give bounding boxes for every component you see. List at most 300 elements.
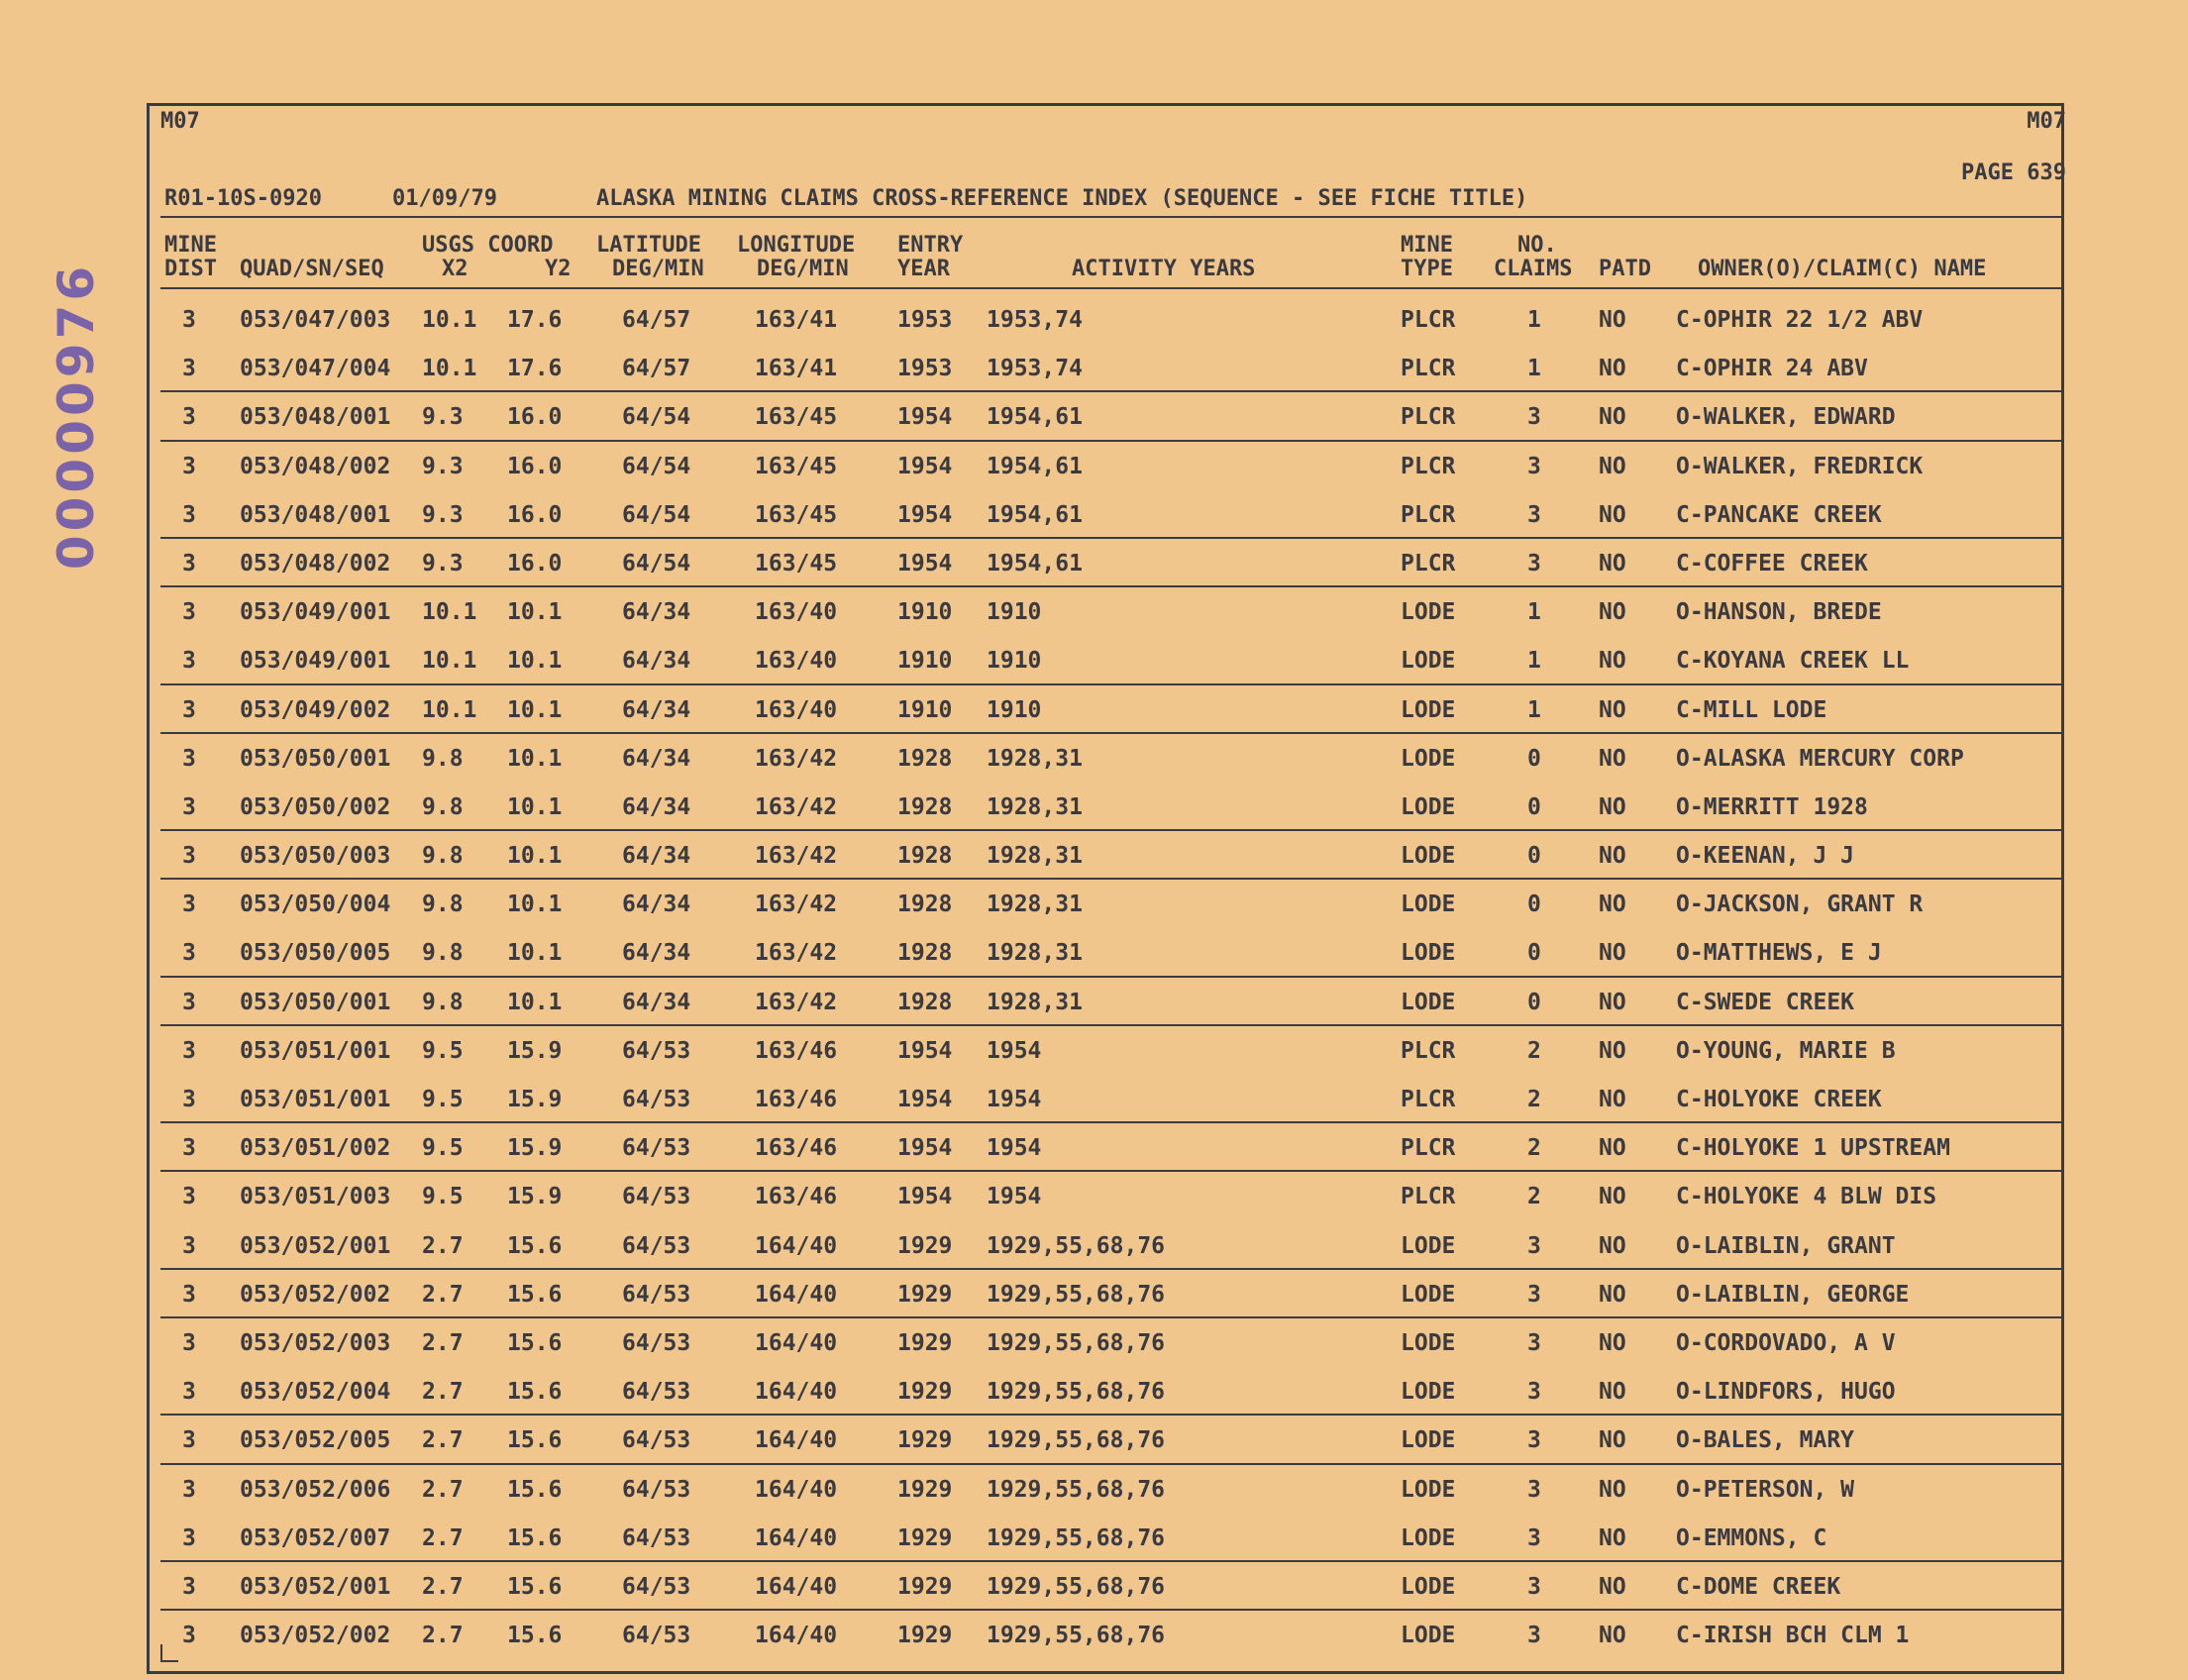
cell-no: 3 xyxy=(1527,1524,1541,1551)
cell-y2: 16.0 xyxy=(507,453,563,479)
cell-lon: 164/40 xyxy=(755,1281,838,1308)
cell-lon: 163/40 xyxy=(755,696,838,723)
cell-lat: 64/54 xyxy=(622,453,691,479)
col-name: OWNER(O)/CLAIM(C) NAME xyxy=(1698,257,1987,281)
col-y2: Y2 xyxy=(545,257,572,281)
cell-dist: 3 xyxy=(182,793,196,820)
cell-year: 1929 xyxy=(897,1379,953,1406)
cell-year: 1929 xyxy=(897,1329,953,1356)
cell-x2: 9.8 xyxy=(422,843,464,870)
cell-type: LODE xyxy=(1401,1573,1456,1600)
column-headers xyxy=(160,234,2064,289)
cell-patd: NO xyxy=(1599,1087,1626,1112)
microfiche-stamp: 00000976 xyxy=(48,262,106,571)
cell-lat: 64/53 xyxy=(622,1037,691,1064)
cell-dist: 3 xyxy=(182,1427,196,1454)
cell-y2: 10.1 xyxy=(507,843,563,870)
cell-dist: 3 xyxy=(182,1329,196,1356)
cell-x2: 2.7 xyxy=(422,1524,464,1551)
cell-lon: 163/41 xyxy=(755,307,838,333)
cell-no: 0 xyxy=(1527,793,1541,820)
cell-type: LODE xyxy=(1401,1623,1456,1649)
cell-year: 1928 xyxy=(897,745,953,772)
cell-name: C-OPHIR 22 1/2 ABV xyxy=(1676,307,1924,333)
cell-lon: 164/40 xyxy=(755,1623,838,1649)
cell-y2: 16.0 xyxy=(507,404,563,431)
table-row xyxy=(160,1172,2064,1220)
col-year: ENTRY YEAR xyxy=(897,233,964,281)
cell-year: 1954 xyxy=(897,550,953,577)
cell-act: 1929,55,68,76 xyxy=(987,1232,1166,1259)
cell-lat: 64/34 xyxy=(622,696,691,723)
cell-type: PLCR xyxy=(1401,1087,1456,1112)
cell-lat: 64/53 xyxy=(622,1524,691,1551)
cell-lat: 64/54 xyxy=(622,501,691,528)
cell-quad: 053/048/002 xyxy=(240,453,391,479)
cell-type: LODE xyxy=(1401,1476,1456,1503)
cell-type: PLCR xyxy=(1401,453,1456,479)
cell-y2: 15.6 xyxy=(507,1573,563,1600)
cell-name: O-LINDFORS, HUGO xyxy=(1676,1379,1896,1406)
cell-act: 1954 xyxy=(987,1135,1042,1162)
cell-patd: NO xyxy=(1599,404,1626,431)
cell-no: 0 xyxy=(1527,892,1541,918)
cell-y2: 10.1 xyxy=(507,892,563,918)
cell-year: 1929 xyxy=(897,1427,953,1454)
cell-year: 1929 xyxy=(897,1623,953,1649)
cell-y2: 15.6 xyxy=(507,1232,563,1259)
cell-quad: 053/051/001 xyxy=(240,1087,391,1112)
cell-year: 1953 xyxy=(897,356,953,382)
col-x2: USGS COORD X2 xyxy=(422,233,554,281)
page-number: PAGE 639 xyxy=(1961,160,2066,185)
cell-x2: 9.5 xyxy=(422,1087,464,1112)
cell-patd: NO xyxy=(1599,307,1626,333)
corner-label-left: M07 xyxy=(160,109,200,134)
table-row xyxy=(160,831,2064,880)
cell-x2: 9.3 xyxy=(422,404,464,431)
cell-no: 0 xyxy=(1527,940,1541,967)
cell-name: O-JACKSON, GRANT R xyxy=(1676,892,1924,918)
cell-lon: 163/42 xyxy=(755,793,838,820)
col-lat: LATITUDE DEG/MIN xyxy=(596,233,704,281)
cell-y2: 10.1 xyxy=(507,745,563,772)
cell-name: C-IRISH BCH CLM 1 xyxy=(1676,1623,1910,1649)
cell-no: 3 xyxy=(1527,404,1541,431)
cell-quad: 053/052/002 xyxy=(240,1281,391,1308)
cell-act: 1954,61 xyxy=(987,453,1083,479)
cell-type: LODE xyxy=(1401,940,1456,967)
cell-name: C-COFFEE CREEK xyxy=(1676,550,1868,577)
cell-x2: 9.3 xyxy=(422,550,464,577)
cell-name: C-MILL LODE xyxy=(1676,696,1827,723)
table-row xyxy=(160,636,2064,684)
cell-name: O-YOUNG, MARIE B xyxy=(1676,1037,1896,1064)
cell-year: 1954 xyxy=(897,1184,953,1210)
cell-act: 1910 xyxy=(987,648,1042,675)
cell-dist: 3 xyxy=(182,1379,196,1406)
cell-act: 1928,31 xyxy=(987,843,1083,870)
table-row xyxy=(160,1270,2064,1318)
cell-act: 1954 xyxy=(987,1037,1042,1064)
cell-x2: 2.7 xyxy=(422,1232,464,1259)
cell-no: 0 xyxy=(1527,745,1541,772)
cell-quad: 053/052/003 xyxy=(240,1329,391,1356)
cell-y2: 15.6 xyxy=(507,1476,563,1503)
cell-type: PLCR xyxy=(1401,307,1456,333)
table-row xyxy=(160,1318,2064,1367)
cell-lat: 64/53 xyxy=(622,1476,691,1503)
cell-lat: 64/53 xyxy=(622,1329,691,1356)
cell-patd: NO xyxy=(1599,1232,1626,1259)
cell-dist: 3 xyxy=(182,501,196,528)
cell-name: O-LAIBLIN, GEORGE xyxy=(1676,1281,1910,1308)
cell-x2: 10.1 xyxy=(422,356,477,382)
table-row xyxy=(160,1075,2064,1123)
cell-no: 3 xyxy=(1527,1427,1541,1454)
cell-name: C-KOYANA CREEK LL xyxy=(1676,648,1910,675)
cell-lat: 64/53 xyxy=(622,1184,691,1210)
cell-lat: 64/53 xyxy=(622,1232,691,1259)
col-patd: PATD xyxy=(1599,257,1651,281)
cell-patd: NO xyxy=(1599,356,1626,382)
cell-patd: NO xyxy=(1599,843,1626,870)
cell-act: 1929,55,68,76 xyxy=(987,1281,1166,1308)
cell-patd: NO xyxy=(1599,1427,1626,1454)
cell-dist: 3 xyxy=(182,648,196,675)
cell-dist: 3 xyxy=(182,843,196,870)
cell-lat: 64/34 xyxy=(622,940,691,967)
cell-no: 2 xyxy=(1527,1184,1541,1210)
cell-patd: NO xyxy=(1599,1476,1626,1503)
cell-dist: 3 xyxy=(182,1524,196,1551)
cell-no: 3 xyxy=(1527,1379,1541,1406)
cell-lon: 163/42 xyxy=(755,940,838,967)
cell-lon: 163/45 xyxy=(755,404,838,431)
cell-lon: 163/42 xyxy=(755,745,838,772)
cell-type: LODE xyxy=(1401,745,1456,772)
cell-quad: 053/048/002 xyxy=(240,550,391,577)
cell-year: 1929 xyxy=(897,1232,953,1259)
cell-lon: 163/46 xyxy=(755,1037,838,1064)
cell-patd: NO xyxy=(1599,1135,1626,1162)
cell-lat: 64/53 xyxy=(622,1573,691,1600)
cell-patd: NO xyxy=(1599,1281,1626,1308)
cell-year: 1928 xyxy=(897,843,953,870)
cell-name: O-MERRITT 1928 xyxy=(1676,793,1868,820)
cell-type: LODE xyxy=(1401,1329,1456,1356)
cell-x2: 2.7 xyxy=(422,1427,464,1454)
cell-lat: 64/34 xyxy=(622,793,691,820)
cell-dist: 3 xyxy=(182,1184,196,1210)
cell-dist: 3 xyxy=(182,1232,196,1259)
cell-x2: 9.8 xyxy=(422,793,464,820)
cell-name: C-OPHIR 24 ABV xyxy=(1676,356,1868,382)
cell-patd: NO xyxy=(1599,1037,1626,1064)
table-row xyxy=(160,442,2064,490)
cell-year: 1929 xyxy=(897,1281,953,1308)
cell-lat: 64/34 xyxy=(622,599,691,626)
cell-patd: NO xyxy=(1599,1379,1626,1406)
cell-year: 1928 xyxy=(897,892,953,918)
cell-patd: NO xyxy=(1599,989,1626,1015)
cell-dist: 3 xyxy=(182,892,196,918)
cell-lon: 163/46 xyxy=(755,1184,838,1210)
table-row xyxy=(160,1562,2064,1611)
cell-lon: 163/45 xyxy=(755,501,838,528)
cell-no: 1 xyxy=(1527,307,1541,333)
report-header xyxy=(160,186,2064,218)
cell-lon: 163/40 xyxy=(755,648,838,675)
table-row xyxy=(160,1514,2064,1562)
col-dist: MINE DIST xyxy=(164,233,217,281)
cell-no: 3 xyxy=(1527,1573,1541,1600)
cell-quad: 053/052/001 xyxy=(240,1573,391,1600)
table-row xyxy=(160,392,2064,441)
cell-dist: 3 xyxy=(182,1037,196,1064)
cell-no: 3 xyxy=(1527,1232,1541,1259)
cell-type: PLCR xyxy=(1401,550,1456,577)
cell-no: 3 xyxy=(1527,453,1541,479)
cell-quad: 053/050/001 xyxy=(240,989,391,1015)
cell-name: O-WALKER, FREDRICK xyxy=(1676,453,1924,479)
cell-x2: 9.5 xyxy=(422,1037,464,1064)
table-row xyxy=(160,734,2064,783)
cell-dist: 3 xyxy=(182,599,196,626)
table-row xyxy=(160,978,2064,1026)
cell-x2: 9.8 xyxy=(422,989,464,1015)
cell-lon: 164/40 xyxy=(755,1379,838,1406)
table-row xyxy=(160,685,2064,734)
cell-name: C-HOLYOKE CREEK xyxy=(1676,1087,1882,1112)
cell-y2: 15.6 xyxy=(507,1623,563,1649)
cell-type: PLCR xyxy=(1401,1184,1456,1210)
cell-lon: 163/42 xyxy=(755,892,838,918)
cell-lon: 163/46 xyxy=(755,1135,838,1162)
cell-name: O-KEENAN, J J xyxy=(1676,843,1855,870)
cell-type: LODE xyxy=(1401,696,1456,723)
cell-patd: NO xyxy=(1599,599,1626,626)
cell-act: 1929,55,68,76 xyxy=(987,1379,1166,1406)
col-activity: ACTIVITY YEARS xyxy=(1072,257,1256,281)
cell-year: 1928 xyxy=(897,989,953,1015)
table-row xyxy=(160,587,2064,636)
table-row xyxy=(160,1026,2064,1075)
cell-act: 1929,55,68,76 xyxy=(987,1427,1166,1454)
cell-no: 2 xyxy=(1527,1087,1541,1112)
cell-no: 1 xyxy=(1527,356,1541,382)
cell-patd: NO xyxy=(1599,501,1626,528)
cell-y2: 10.1 xyxy=(507,599,563,626)
cell-quad: 053/051/003 xyxy=(240,1184,391,1210)
cell-patd: NO xyxy=(1599,745,1626,772)
cell-name: C-HOLYOKE 4 BLW DIS xyxy=(1676,1184,1937,1210)
cell-no: 3 xyxy=(1527,550,1541,577)
cell-act: 1929,55,68,76 xyxy=(987,1623,1166,1649)
cell-y2: 15.6 xyxy=(507,1281,563,1308)
cell-lon: 163/40 xyxy=(755,599,838,626)
table-row xyxy=(160,783,2064,831)
cell-patd: NO xyxy=(1599,940,1626,967)
cell-x2: 2.7 xyxy=(422,1281,464,1308)
table-row xyxy=(160,1465,2064,1514)
cell-name: C-DOME CREEK xyxy=(1676,1573,1841,1600)
cell-quad: 053/050/005 xyxy=(240,940,391,967)
cell-dist: 3 xyxy=(182,550,196,577)
cell-quad: 053/052/002 xyxy=(240,1623,391,1649)
cell-patd: NO xyxy=(1599,1623,1626,1649)
cell-patd: NO xyxy=(1599,1184,1626,1210)
cell-quad: 053/050/001 xyxy=(240,745,391,772)
cell-quad: 053/050/002 xyxy=(240,793,391,820)
cell-lat: 64/53 xyxy=(622,1135,691,1162)
cell-lon: 164/40 xyxy=(755,1476,838,1503)
cell-lon: 163/42 xyxy=(755,843,838,870)
cell-dist: 3 xyxy=(182,1476,196,1503)
cell-name: O-ALASKA MERCURY CORP xyxy=(1676,745,1964,772)
cell-lat: 64/53 xyxy=(622,1623,691,1649)
cell-year: 1954 xyxy=(897,1135,953,1162)
cell-quad: 053/051/001 xyxy=(240,1037,391,1064)
cell-act: 1954,61 xyxy=(987,501,1083,528)
cell-quad: 053/048/001 xyxy=(240,404,391,431)
cell-y2: 15.9 xyxy=(507,1037,563,1064)
cell-y2: 16.0 xyxy=(507,501,563,528)
table-row xyxy=(160,1611,2064,1659)
report-title: ALASKA MINING CLAIMS CROSS-REFERENCE INDEX (SEQUENCE - SEE FICHE TITLE) xyxy=(596,186,1528,211)
cell-lon: 164/40 xyxy=(755,1524,838,1551)
cell-year: 1910 xyxy=(897,648,953,675)
cell-lat: 64/53 xyxy=(622,1427,691,1454)
cell-name: C-PANCAKE CREEK xyxy=(1676,501,1882,528)
cell-type: PLCR xyxy=(1401,1135,1456,1162)
cell-name: C-SWEDE CREEK xyxy=(1676,989,1855,1015)
cell-type: LODE xyxy=(1401,1379,1456,1406)
cell-type: PLCR xyxy=(1401,501,1456,528)
cell-act: 1910 xyxy=(987,696,1042,723)
cell-y2: 15.9 xyxy=(507,1184,563,1210)
cell-dist: 3 xyxy=(182,989,196,1015)
cell-dist: 3 xyxy=(182,745,196,772)
cell-quad: 053/047/003 xyxy=(240,307,391,333)
cell-lon: 163/41 xyxy=(755,356,838,382)
cell-name: O-EMMONS, C xyxy=(1676,1524,1827,1551)
cell-x2: 9.8 xyxy=(422,745,464,772)
col-lon: LONGITUDE DEG/MIN xyxy=(737,233,856,281)
cell-y2: 16.0 xyxy=(507,550,563,577)
cell-dist: 3 xyxy=(182,404,196,431)
cell-no: 0 xyxy=(1527,843,1541,870)
cell-no: 3 xyxy=(1527,1281,1541,1308)
cell-act: 1954 xyxy=(987,1184,1042,1210)
cell-x2: 10.1 xyxy=(422,307,477,333)
report-id: R01-10S-0920 xyxy=(164,186,322,211)
cell-quad: 053/052/007 xyxy=(240,1524,391,1551)
table-row xyxy=(160,1416,2064,1464)
cell-lon: 163/45 xyxy=(755,453,838,479)
table-row xyxy=(160,928,2064,977)
cell-no: 3 xyxy=(1527,501,1541,528)
cell-x2: 9.8 xyxy=(422,940,464,967)
cell-patd: NO xyxy=(1599,892,1626,918)
cell-x2: 10.1 xyxy=(422,599,477,626)
cell-quad: 053/049/002 xyxy=(240,696,391,723)
cell-y2: 15.9 xyxy=(507,1087,563,1112)
cell-patd: NO xyxy=(1599,793,1626,820)
cell-dist: 3 xyxy=(182,1573,196,1600)
cell-y2: 15.9 xyxy=(507,1135,563,1162)
cell-patd: NO xyxy=(1599,550,1626,577)
cell-no: 1 xyxy=(1527,599,1541,626)
cell-y2: 10.1 xyxy=(507,648,563,675)
cell-act: 1953,74 xyxy=(987,307,1083,333)
claims-table xyxy=(160,295,2064,1659)
cell-patd: NO xyxy=(1599,1573,1626,1600)
cell-no: 2 xyxy=(1527,1135,1541,1162)
cell-x2: 2.7 xyxy=(422,1379,464,1406)
cell-act: 1928,31 xyxy=(987,892,1083,918)
col-quad: QUAD/SN/SEQ xyxy=(240,257,384,281)
cell-lat: 64/57 xyxy=(622,307,691,333)
cell-act: 1929,55,68,76 xyxy=(987,1524,1166,1551)
cell-name: O-BALES, MARY xyxy=(1676,1427,1855,1454)
cell-lat: 64/34 xyxy=(622,648,691,675)
cell-year: 1910 xyxy=(897,599,953,626)
cell-dist: 3 xyxy=(182,1623,196,1649)
cell-y2: 10.1 xyxy=(507,989,563,1015)
cell-year: 1954 xyxy=(897,453,953,479)
table-row xyxy=(160,1367,2064,1416)
cell-year: 1954 xyxy=(897,1087,953,1112)
cell-dist: 3 xyxy=(182,307,196,333)
cell-x2: 9.8 xyxy=(422,892,464,918)
cell-dist: 3 xyxy=(182,1135,196,1162)
cell-dist: 3 xyxy=(182,696,196,723)
cell-type: PLCR xyxy=(1401,1037,1456,1064)
cell-x2: 10.1 xyxy=(422,648,477,675)
cell-act: 1929,55,68,76 xyxy=(987,1573,1166,1600)
cell-year: 1929 xyxy=(897,1573,953,1600)
cell-act: 1954,61 xyxy=(987,550,1083,577)
cell-type: LODE xyxy=(1401,793,1456,820)
cell-y2: 17.6 xyxy=(507,307,563,333)
cell-lat: 64/34 xyxy=(622,745,691,772)
cell-lat: 64/54 xyxy=(622,404,691,431)
cell-year: 1929 xyxy=(897,1524,953,1551)
cell-dist: 3 xyxy=(182,356,196,382)
cell-lon: 164/40 xyxy=(755,1232,838,1259)
cell-lat: 64/53 xyxy=(622,1087,691,1112)
cell-year: 1954 xyxy=(897,501,953,528)
cell-patd: NO xyxy=(1599,1329,1626,1356)
cell-quad: 053/049/001 xyxy=(240,648,391,675)
cell-type: LODE xyxy=(1401,599,1456,626)
cell-patd: NO xyxy=(1599,453,1626,479)
cell-x2: 2.7 xyxy=(422,1329,464,1356)
cell-dist: 3 xyxy=(182,940,196,967)
cell-no: 1 xyxy=(1527,696,1541,723)
cell-year: 1928 xyxy=(897,793,953,820)
cell-name: C-HOLYOKE 1 UPSTREAM xyxy=(1676,1135,1950,1162)
cell-no: 0 xyxy=(1527,989,1541,1015)
cell-type: LODE xyxy=(1401,648,1456,675)
cell-y2: 15.6 xyxy=(507,1427,563,1454)
cell-lat: 64/57 xyxy=(622,356,691,382)
cell-no: 1 xyxy=(1527,648,1541,675)
col-claims: NO. CLAIMS xyxy=(1494,233,1573,281)
cell-patd: NO xyxy=(1599,1524,1626,1551)
cell-act: 1954 xyxy=(987,1087,1042,1112)
